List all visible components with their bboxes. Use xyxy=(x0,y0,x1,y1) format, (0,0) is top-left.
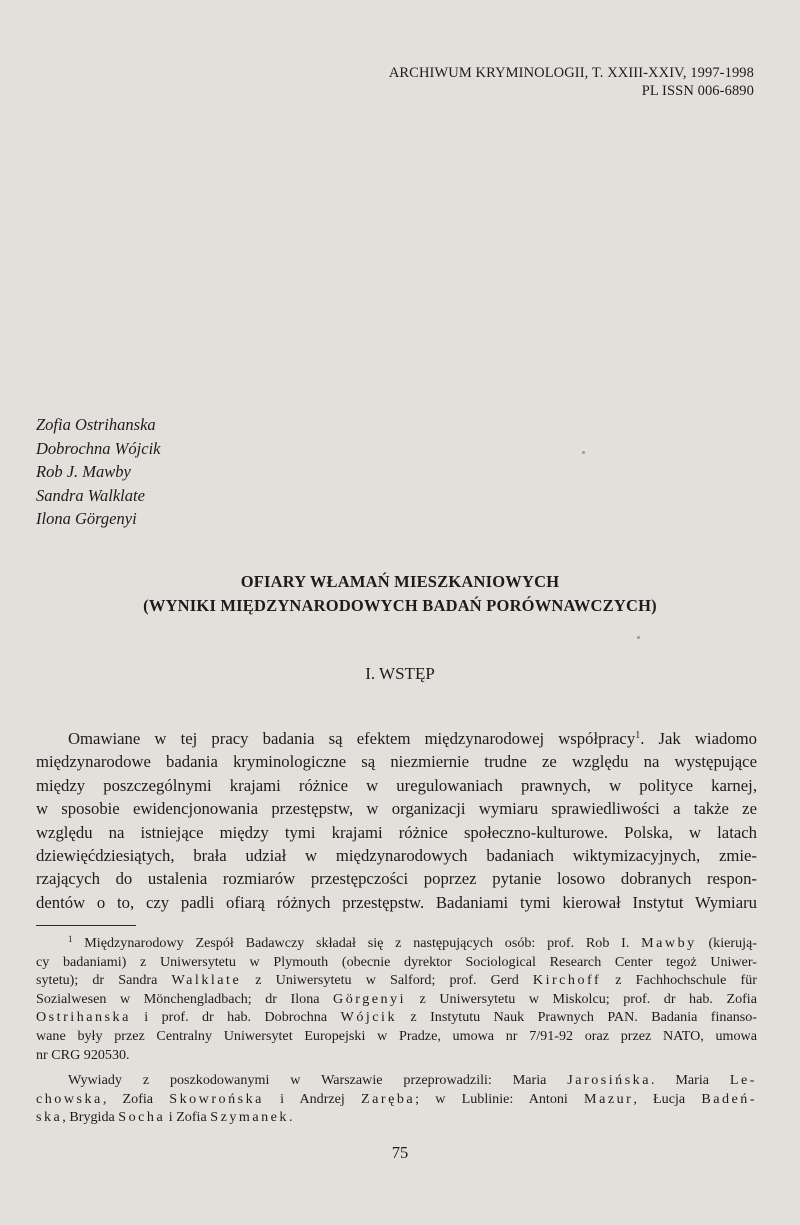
text-run: Sozialwesen w Mönchengladbach; dr Ilona xyxy=(36,990,334,1007)
footnote-line xyxy=(36,971,757,990)
spaced-name: Ostrihanska xyxy=(36,1009,131,1026)
footnote-line xyxy=(36,990,757,1009)
page-number: 75 xyxy=(391,1143,409,1162)
text-run: sytetu); dr Sandra xyxy=(36,972,172,989)
spaced-name: Wójcik xyxy=(340,1009,397,1026)
author-name: Dobrochna Wójcik xyxy=(36,438,161,458)
text-run: z Uniwersytetu w Miskolcu; prof. dr hab. Zofia xyxy=(406,990,757,1007)
footnote-line xyxy=(36,1090,757,1109)
footnote-line xyxy=(36,1108,757,1127)
text-run: i prof. dr hab. Dobrochna xyxy=(130,1009,341,1026)
text-run: Omawiane w tej pracy badania są efektem międzynarodowej współpracy xyxy=(68,729,636,748)
paragraph-line: dentów o to, czy padli ofiarą różnych przestępstw. Badaniami tymi kierował Instytut Wymiaru xyxy=(36,892,757,912)
journal-header xyxy=(389,64,754,100)
paragraph-line xyxy=(36,727,757,750)
footnote-line xyxy=(36,934,757,953)
text-run: Międzynarodowy Zespół Badawczy składał się z następujących osób: prof. Rob I. xyxy=(72,935,642,951)
text-run: . Maria xyxy=(650,1072,730,1089)
footnote-line: cy badaniami) z Uniwersytetu w Plymouth (obecnie dyrektor Sociological Research Center tegoż Uniwer- xyxy=(36,953,757,970)
footnotes xyxy=(36,934,757,1127)
author-list xyxy=(36,413,160,531)
author-name: Zofia Ostrihanska xyxy=(36,415,156,434)
text-run: i Andrzej xyxy=(263,1090,362,1107)
spaced-name: Zaręba xyxy=(361,1090,416,1107)
text-run: z Fachhochschule für xyxy=(601,972,757,989)
spaced-name: Badeń- xyxy=(701,1090,758,1107)
text-run: z Uniwersytetu w Salford; prof. Gerd xyxy=(241,972,533,989)
spaced-name: Jarosińska xyxy=(567,1072,651,1089)
text-run: z Instytutu Nauk Prawnych PAN. Badania finanso- xyxy=(397,1009,757,1026)
title-line: OFIARY WŁAMAŃ MIESZKANIOWYCH xyxy=(240,572,560,591)
paper-speck xyxy=(637,636,640,639)
footnote-divider xyxy=(36,925,136,926)
text-run: , Zofia xyxy=(102,1090,170,1107)
author-name: Rob J. Mawby xyxy=(36,462,131,481)
footnote-gap xyxy=(36,1064,757,1071)
title-line: (WYNIKI MIĘDZYNARODOWYCH BADAŃ PORÓWNAWCZYCH) xyxy=(143,596,657,615)
text-run: (kierują- xyxy=(696,935,757,951)
article-title xyxy=(0,570,800,618)
paragraph-line: międzynarodowe badania kryminologiczne są niezmiernie trudne ze względu na występujące xyxy=(36,752,757,772)
author-name: Sandra Walklate xyxy=(36,485,145,505)
paragraph-line: dziewięćdziesiątych, brała udział w międzynarodowych badaniach wiktymizacyjnych, zmie- xyxy=(36,846,757,866)
paragraph-line: względu na istniejące między tymi krajami różnice społeczno-kulturowe. Polska, w latach xyxy=(36,822,757,842)
spaced-name: Kirchoff xyxy=(532,972,602,989)
spaced-name: Walklate xyxy=(171,972,242,989)
footnote-line xyxy=(36,1008,757,1027)
spaced-name: chowska xyxy=(36,1090,103,1107)
footnote-marker: 1 xyxy=(68,934,73,944)
spaced-name: Le- xyxy=(729,1072,757,1089)
text-run: . xyxy=(288,1109,293,1126)
author-name: Ilona Görgenyi xyxy=(36,509,137,528)
issn-line: PL ISSN 006-6890 xyxy=(641,83,754,99)
footnote-line: nr CRG 920530. xyxy=(36,1046,130,1063)
paragraph-line: między poszczególnymi krajami różnice w uregulowaniach prawnych, w polityce karnej, xyxy=(36,775,757,795)
paper-speck xyxy=(582,451,585,454)
paragraph-line: w sposobie ewidencjonowania przestępstw, w organizacji wymiaru sprawiedliwości a także ze xyxy=(36,799,757,819)
spaced-name: Görgenyi xyxy=(333,990,407,1007)
text-run: i Zofia xyxy=(165,1109,211,1126)
spaced-name: Skowrońska xyxy=(169,1090,264,1107)
spaced-name: Szymanek xyxy=(210,1109,289,1126)
spaced-name: Socha xyxy=(118,1109,166,1126)
paragraph-line: rzających do ustalenia rozmiarów przestępczości poprzez pytanie losowo dobranych respon- xyxy=(36,869,757,889)
footnote-ref[interactable]: 1 xyxy=(635,730,641,741)
text-run: ; w Lublinie: Antoni xyxy=(415,1090,585,1107)
footnote-line xyxy=(36,1071,757,1090)
journal-citation: ARCHIWUM KRYMINOLOGII, T. XXIII-XXIV, 1997-1998 xyxy=(388,65,754,81)
spaced-name: Mawby xyxy=(641,935,697,951)
footnote-line: wane były przez Centralny Uniwersytet Europejski w Pradze, umowa nr 7/91-92 oraz przez NATO, umowa xyxy=(36,1027,757,1044)
spaced-name: ska xyxy=(36,1109,63,1126)
section-heading: I. WSTĘP xyxy=(365,664,435,683)
text-run: . Jak wiadomo xyxy=(640,729,757,748)
spaced-name: Mazur xyxy=(584,1090,634,1107)
body-paragraph xyxy=(36,727,757,914)
text-run: , Brygida xyxy=(62,1109,119,1126)
text-run: , Łucja xyxy=(633,1090,702,1107)
text-run: Wywiady z poszkodowanymi w Warszawie przeprowadzili: Maria xyxy=(68,1072,568,1089)
